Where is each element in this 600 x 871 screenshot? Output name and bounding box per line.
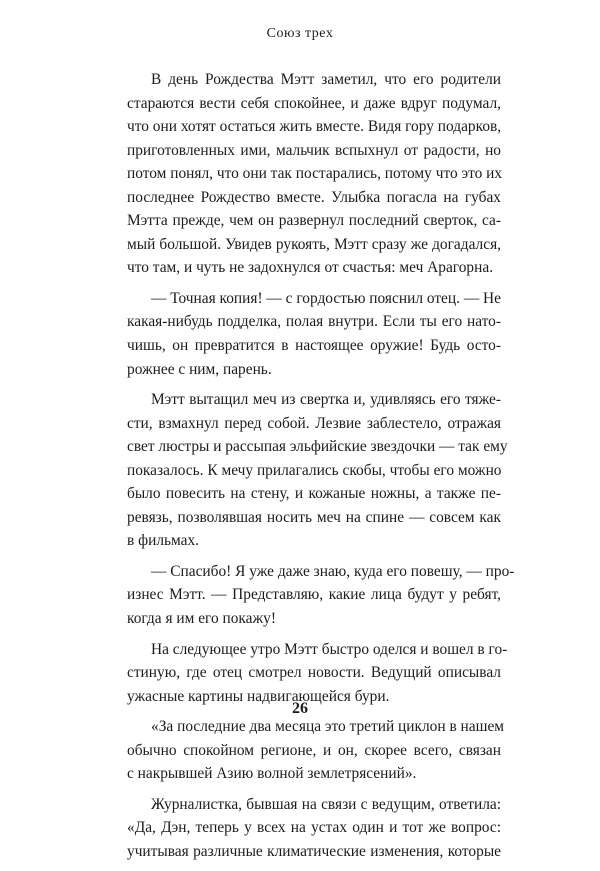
- text-line: мый большой. Увидев рукоять, Мэтт сразу же догадался,: [127, 235, 501, 253]
- text-line: Мэтта прежде, чем он развернул последний сверток, са-: [127, 212, 501, 230]
- text-line: чишь, он превратится в настоящее оружие! Будь осто-: [127, 337, 501, 355]
- text-line: «Да, Дэн, теперь у всех на устах один и тот же вопрос:: [127, 819, 501, 837]
- paragraph: [103, 287, 501, 381]
- text-line: — Спасибо! Я уже даже знаю, куда его повешу, — про-: [151, 562, 515, 580]
- text-line: Мэтт вытащил меч из свертка и, удивляясь его тяже-: [151, 391, 501, 409]
- text-line: показалось. К мечу прилагались скобы, чтобы его можно: [127, 461, 502, 479]
- text-line: приготовленных ими, мальчик вспыхнул от радости, но: [127, 141, 501, 159]
- text-line: свет люстры и рассыпая эльфийские звездочки — так ему: [127, 438, 508, 456]
- paragraph: [103, 388, 508, 553]
- text-line: было повесить на стену, и кожаные ножны, а также пе-: [127, 485, 501, 503]
- paragraph: [103, 68, 501, 280]
- text-line: потом понял, что они так постарались, потому что это их: [127, 165, 503, 183]
- paragraph: [103, 560, 515, 631]
- page-number: 26: [292, 700, 308, 717]
- text-line: На следующее утро Мэтт быстро оделся и вошел в го-: [151, 640, 508, 658]
- paragraph: [103, 715, 505, 786]
- text-line: с накрывшей Азию волной землетрясений».: [127, 765, 417, 783]
- text-line: последнее Рождество вместе. Улыбка погасла на губах: [127, 188, 501, 206]
- text-line: в фильмах.: [127, 532, 200, 550]
- text-line: Журналистка, бывшая на связи с ведущим, ответила:: [151, 795, 501, 813]
- body-text: [103, 68, 515, 871]
- paragraph: [103, 638, 508, 709]
- text-line: обычно спокойном регионе, и он, скорее всего, связан: [127, 741, 501, 759]
- running-header: Союз трех: [266, 26, 334, 41]
- text-line: стараются вести себя спокойнее, и даже вдруг подумал,: [127, 94, 501, 112]
- text-line: когда я им его покажу!: [127, 610, 276, 628]
- text-line: ревязь, позволявшая носить меч на спине — совсем как: [127, 508, 501, 526]
- text-line: учитывая различные климатические изменения, которые: [127, 842, 501, 860]
- text-line: что там, и чуть не задохнулся от счастья: меч Арагорна.: [127, 259, 494, 277]
- text-line: рожнее с ним, парень.: [127, 360, 272, 378]
- paragraph: [103, 793, 501, 864]
- text-line: ужасные картины надвигающейся бури.: [127, 687, 390, 705]
- text-line: В день Рождества Мэтт заметил, что его родители: [151, 71, 501, 88]
- text-line: «За последние два месяца это третий циклон в нашем: [151, 718, 505, 736]
- text-line: сти, взмахнул перед собой. Лезвие заблестело, отражая: [127, 414, 501, 432]
- text-line: какая-нибудь подделка, полая внутри. Если ты его нато-: [127, 313, 501, 331]
- text-line: что они хотят остаться жить вместе. Видя гору подарков,: [127, 118, 502, 136]
- text-line: стиную, где отец смотрел новости. Ведущий описывал: [127, 664, 501, 682]
- text-line: — Точная копия! — с гордостью пояснил отец. — Не: [151, 289, 502, 307]
- text-line: изнес Мэтт. — Представляю, какие лица будут у ребят,: [127, 586, 501, 604]
